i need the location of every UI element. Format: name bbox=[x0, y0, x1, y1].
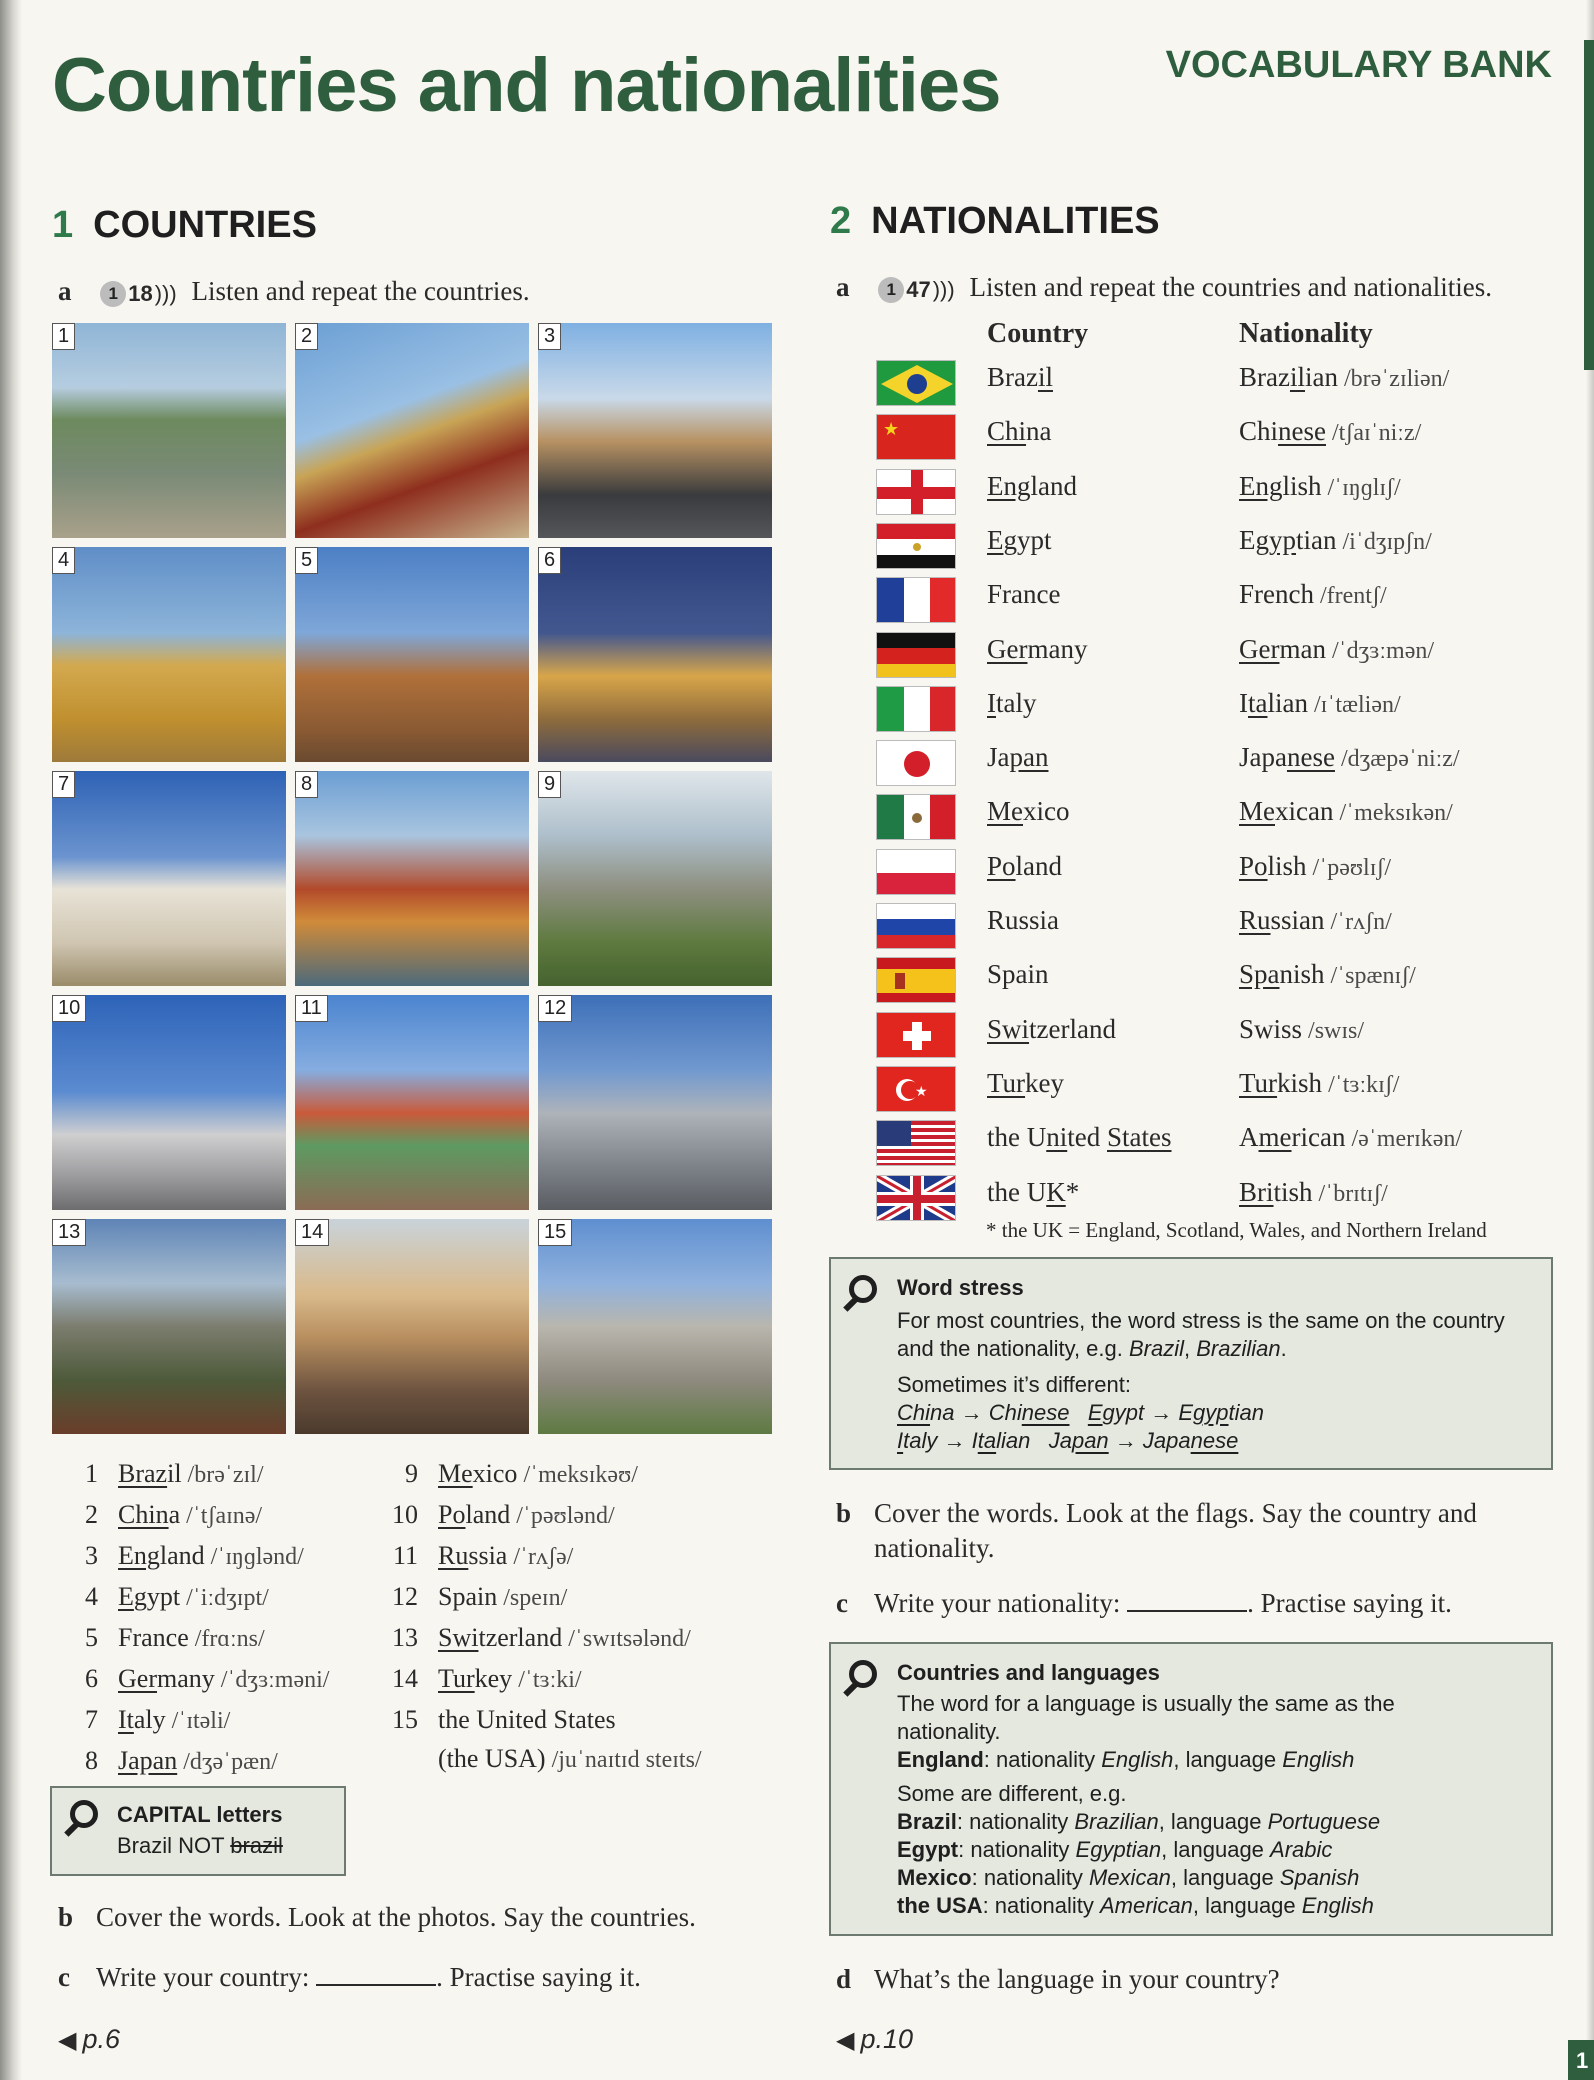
page-binding-shadow bbox=[0, 0, 22, 2080]
cd-disc-number: 1 bbox=[100, 281, 126, 307]
list-item: Egypt: nationality Egyptian, language Arabic bbox=[897, 1837, 1333, 1862]
photo-forbidden-city bbox=[295, 323, 529, 538]
side-color-tab bbox=[1584, 40, 1594, 370]
tip-body: For most countries, the word stress is the same on the country and the nationality, e.g. Brazil, Brazilian. bbox=[897, 1308, 1505, 1361]
section-1-heading bbox=[52, 204, 317, 247]
table-row bbox=[876, 1062, 1566, 1116]
nationality-cell: Chinese /tʃaɪˈniːz/ bbox=[1239, 416, 1422, 447]
list-item: 13 Switzerland /ˈswɪtsələnd/ bbox=[392, 1623, 691, 1652]
tip-example: England: nationality English, language English bbox=[897, 1747, 1355, 1772]
table-row bbox=[876, 410, 1566, 464]
photo-eiffel-tower bbox=[295, 547, 529, 762]
list-item: 4 Egypt /ˈiːdʒɪpt/ bbox=[85, 1582, 269, 1611]
list-item: 5 France /frɑːns/ bbox=[85, 1623, 265, 1652]
photo-blue-mosque bbox=[295, 1219, 529, 1434]
table-row bbox=[876, 465, 1566, 519]
list-item: Mexico: nationality Mexican, language Spanish bbox=[897, 1865, 1360, 1890]
nationality-column-header: Nationality bbox=[1239, 318, 1373, 349]
sound-waves-icon: ))) bbox=[932, 276, 955, 302]
photo-swiss-alps bbox=[52, 1219, 286, 1434]
instruction-1a bbox=[58, 276, 530, 307]
photo-sphinx bbox=[52, 547, 286, 762]
nationality-cell: Mexican /ˈmeksɪkən/ bbox=[1239, 796, 1453, 827]
task-1c: c Write your country: . Practise saying it. bbox=[58, 1962, 641, 1992]
country-cell: Russia bbox=[987, 905, 1060, 935]
photo-number: 4 bbox=[52, 547, 75, 574]
nationality-cell: American /əˈmerɪkən/ bbox=[1239, 1122, 1463, 1153]
country-cell: Germany bbox=[987, 633, 1088, 664]
vocabulary-bank-label: VOCABULARY BANK bbox=[1165, 44, 1552, 86]
egypt-flag bbox=[876, 523, 956, 569]
nationality-answer-blank[interactable] bbox=[1127, 1592, 1247, 1612]
list-item: 3 England /ˈɪŋɡlənd/ bbox=[85, 1541, 304, 1570]
country-cell: France bbox=[987, 579, 1061, 610]
language-list bbox=[897, 1808, 1380, 1920]
list-item: 15 the United States bbox=[392, 1705, 616, 1734]
photo-number: 12 bbox=[538, 995, 572, 1022]
country-cell: Egypt bbox=[987, 524, 1052, 555]
country-list-right bbox=[380, 1454, 702, 1780]
photo-number: 14 bbox=[295, 1219, 329, 1246]
list-item: 2 China /ˈtʃaɪnə/ bbox=[85, 1500, 263, 1529]
photo-palace-of-culture bbox=[52, 995, 286, 1210]
photo-number: 11 bbox=[295, 995, 328, 1022]
tip-title: Countries and languages bbox=[897, 1660, 1160, 1685]
table-row bbox=[876, 356, 1566, 410]
list-item: 7 Italy /ˈɪtəli/ bbox=[85, 1705, 231, 1734]
italy-flag bbox=[876, 686, 956, 732]
list-item: 10 Poland /ˈpəʊlənd/ bbox=[392, 1500, 615, 1529]
word-stress-tip-box bbox=[829, 1257, 1553, 1470]
mexico-flag bbox=[876, 794, 956, 840]
back-arrow-icon: ◀ bbox=[58, 2027, 77, 2054]
nationality-cell: Turkish /ˈtɜːkɪʃ/ bbox=[1239, 1067, 1400, 1098]
photo-number: 2 bbox=[295, 323, 318, 350]
page-title: Countries and nationalities bbox=[52, 43, 1001, 128]
list-item: the USA: nationality American, language English bbox=[897, 1893, 1374, 1918]
tip-body: Brazil NOT brazil bbox=[117, 1833, 283, 1858]
table-row bbox=[876, 519, 1566, 573]
photo-guggenheim-bilbao bbox=[538, 995, 772, 1210]
russia-flag bbox=[876, 903, 956, 949]
table-row bbox=[876, 845, 1566, 899]
photo-leaning-tower-pisa bbox=[52, 771, 286, 986]
table-row bbox=[876, 899, 1566, 953]
instruction-2a bbox=[836, 272, 1492, 303]
tip-title: Word stress bbox=[897, 1275, 1024, 1300]
nationality-cell: Italian /ɪˈtæliən/ bbox=[1239, 687, 1401, 718]
nationality-cell: English /ˈɪŋɡlɪʃ/ bbox=[1239, 470, 1401, 501]
country-cell: Spain bbox=[987, 959, 1049, 990]
table-row bbox=[876, 1116, 1566, 1170]
japan-flag bbox=[876, 740, 956, 786]
photo-chichen-itza bbox=[538, 771, 772, 986]
nationality-cell: Brazilian /brəˈzɪliən/ bbox=[1239, 362, 1450, 392]
task-letter: a bbox=[58, 276, 72, 306]
country-cell: Poland bbox=[987, 850, 1063, 881]
photo-number: 15 bbox=[538, 1219, 572, 1246]
country-cell: Mexico bbox=[987, 796, 1070, 827]
country-cell: Turkey bbox=[987, 1067, 1065, 1098]
section-title: COUNTRIES bbox=[93, 204, 317, 246]
table-row bbox=[876, 682, 1566, 736]
list-item: 11 Russia /ˈrʌʃə/ bbox=[392, 1541, 574, 1570]
photo-number: 13 bbox=[52, 1219, 86, 1246]
cd-disc-number: 1 bbox=[878, 277, 904, 303]
magnifying-glass-icon bbox=[841, 1658, 881, 1702]
magnifying-glass-icon bbox=[841, 1273, 881, 1317]
photo-number: 5 bbox=[295, 547, 318, 574]
spain-flag bbox=[876, 957, 956, 1003]
nationality-cell: Japanese /dʒæpəˈniːz/ bbox=[1239, 742, 1460, 773]
table-row bbox=[876, 1171, 1566, 1225]
list-item: Brazil: nationality Brazilian, language Portuguese bbox=[897, 1809, 1381, 1834]
section-number: 1 bbox=[52, 204, 74, 246]
france-flag bbox=[876, 577, 956, 623]
table-row bbox=[876, 573, 1566, 627]
country-answer-blank[interactable] bbox=[316, 1966, 436, 1986]
task-2b: b Cover the words. Look at the flags. Say the country and nationality. bbox=[836, 1498, 1477, 1563]
germany-flag bbox=[876, 632, 956, 678]
list-item: 14 Turkey /ˈtɜːki/ bbox=[392, 1664, 582, 1693]
instruction-text: Listen and repeat the countries. bbox=[191, 276, 530, 306]
audio-track-number: 18 bbox=[128, 280, 153, 306]
photo-christ-the-redeemer bbox=[52, 323, 286, 538]
brazil-flag bbox=[876, 360, 956, 406]
list-item: 12 Spain /speɪn/ bbox=[392, 1582, 568, 1611]
table-row bbox=[876, 736, 1566, 790]
section-2-heading bbox=[830, 200, 1160, 243]
task-2d: d What’s the language in your country? bbox=[836, 1964, 1280, 1994]
stress-pairs-row-1: China → Chinese Egypt → Egyptian bbox=[897, 1400, 1265, 1425]
section-title: NATIONALITIES bbox=[871, 200, 1160, 242]
nationality-cell: Swiss /swɪs/ bbox=[1239, 1013, 1365, 1044]
table-row bbox=[876, 1008, 1566, 1062]
country-cell: Brazil bbox=[987, 362, 1053, 392]
poland-flag bbox=[876, 849, 956, 895]
photo-big-ben bbox=[538, 323, 772, 538]
instruction-text: Listen and repeat the countries and nationalities. bbox=[969, 272, 1493, 302]
sound-waves-icon: ))) bbox=[154, 280, 177, 306]
country-cell: the United States bbox=[987, 1122, 1172, 1153]
switzerland-flag bbox=[876, 1012, 956, 1058]
turkey-flag bbox=[876, 1066, 956, 1112]
england-flag bbox=[876, 469, 956, 515]
tip-line: Sometimes it’s different: bbox=[897, 1372, 1131, 1397]
page-reference-2[interactable]: ◀ p.10 bbox=[836, 2024, 914, 2054]
page-number: 1 bbox=[1568, 2040, 1594, 2080]
country-cell: China bbox=[987, 416, 1052, 447]
country-list-left bbox=[60, 1454, 329, 1782]
table-row bbox=[876, 628, 1566, 682]
landmark-photo-grid bbox=[52, 323, 772, 1434]
list-item: 9 Mexico /ˈmeksɪkəʊ/ bbox=[405, 1459, 638, 1488]
back-arrow-icon: ◀ bbox=[836, 2027, 855, 2054]
table-row bbox=[876, 953, 1566, 1007]
photo-brandenburg-gate bbox=[538, 547, 772, 762]
capital-letters-tip-box bbox=[50, 1786, 346, 1876]
cd-audio-icon[interactable] bbox=[100, 281, 176, 307]
section-number: 2 bbox=[830, 200, 852, 242]
uk-flag bbox=[876, 1175, 956, 1221]
photo-number: 10 bbox=[52, 995, 86, 1022]
list-item: 1 Brazil /brəˈzɪl/ bbox=[85, 1459, 264, 1488]
table-row bbox=[876, 790, 1566, 844]
svg-text:★: ★ bbox=[883, 419, 900, 440]
stress-pairs-row-2: Italy → Italian Japan → Japanese bbox=[897, 1428, 1239, 1453]
list-item: 6 Germany /ˈdʒɜːməni/ bbox=[85, 1664, 330, 1693]
nationality-cell: Spanish /ˈspænɪʃ/ bbox=[1239, 959, 1416, 990]
task-1b: b Cover the words. Look at the photos. Say the countries. bbox=[58, 1902, 696, 1932]
countries-languages-tip-box bbox=[829, 1642, 1553, 1936]
magnifying-glass-icon bbox=[62, 1798, 102, 1842]
photo-number: 8 bbox=[295, 771, 318, 798]
country-column-header: Country bbox=[987, 318, 1089, 349]
country-cell: the UK* bbox=[987, 1176, 1080, 1207]
svg-text:★: ★ bbox=[915, 1084, 928, 1100]
country-cell: Japan bbox=[987, 742, 1049, 773]
nationality-cell: French /frentʃ/ bbox=[1239, 579, 1387, 610]
task-2c: c Write your nationality: . Practise saying it. bbox=[836, 1588, 1452, 1618]
photo-japanese-pagoda bbox=[295, 771, 529, 986]
task-letter: a bbox=[836, 272, 850, 302]
tip-title: CAPITAL letters bbox=[117, 1802, 283, 1827]
nationality-cell: Russian /ˈrʌʃn/ bbox=[1239, 905, 1392, 935]
list-item: 8 Japan /dʒəˈpæn/ bbox=[85, 1746, 278, 1775]
nationality-cell: German /ˈdʒɜːmən/ bbox=[1239, 633, 1435, 664]
country-cell: Switzerland bbox=[987, 1013, 1116, 1044]
nationality-cell: Egyptian /iˈdʒɪpʃn/ bbox=[1239, 524, 1432, 555]
china-flag bbox=[876, 414, 956, 460]
tip-line: Some are different, e.g. bbox=[897, 1781, 1127, 1806]
nationality-cell: British /ˈbrɪtɪʃ/ bbox=[1239, 1176, 1388, 1207]
tip-intro: The word for a language is usually the same as the nationality. bbox=[897, 1691, 1395, 1744]
photo-number: 9 bbox=[538, 771, 561, 798]
usa-flag bbox=[876, 1120, 956, 1166]
photo-number: 6 bbox=[538, 547, 561, 574]
uk-footnote: * the UK = England, Scotland, Wales, and Northern Ireland bbox=[986, 1218, 1487, 1242]
country-cell: England bbox=[987, 470, 1077, 501]
page-reference-1[interactable]: ◀ p.6 bbox=[58, 2024, 121, 2054]
photo-number: 1 bbox=[52, 323, 75, 350]
photo-mount-rushmore bbox=[538, 1219, 772, 1434]
country-cell: Italy bbox=[987, 687, 1037, 718]
photo-st-basils-cathedral bbox=[295, 995, 529, 1210]
nationality-cell: Polish /ˈpəʊlɪʃ/ bbox=[1239, 850, 1392, 881]
cd-audio-icon[interactable] bbox=[878, 277, 954, 303]
audio-track-number: 47 bbox=[906, 276, 931, 302]
list-item: (the USA) /juˈnaɪtɪd steɪts/ bbox=[438, 1744, 702, 1773]
photo-number: 3 bbox=[538, 323, 561, 350]
photo-number: 7 bbox=[52, 771, 75, 798]
